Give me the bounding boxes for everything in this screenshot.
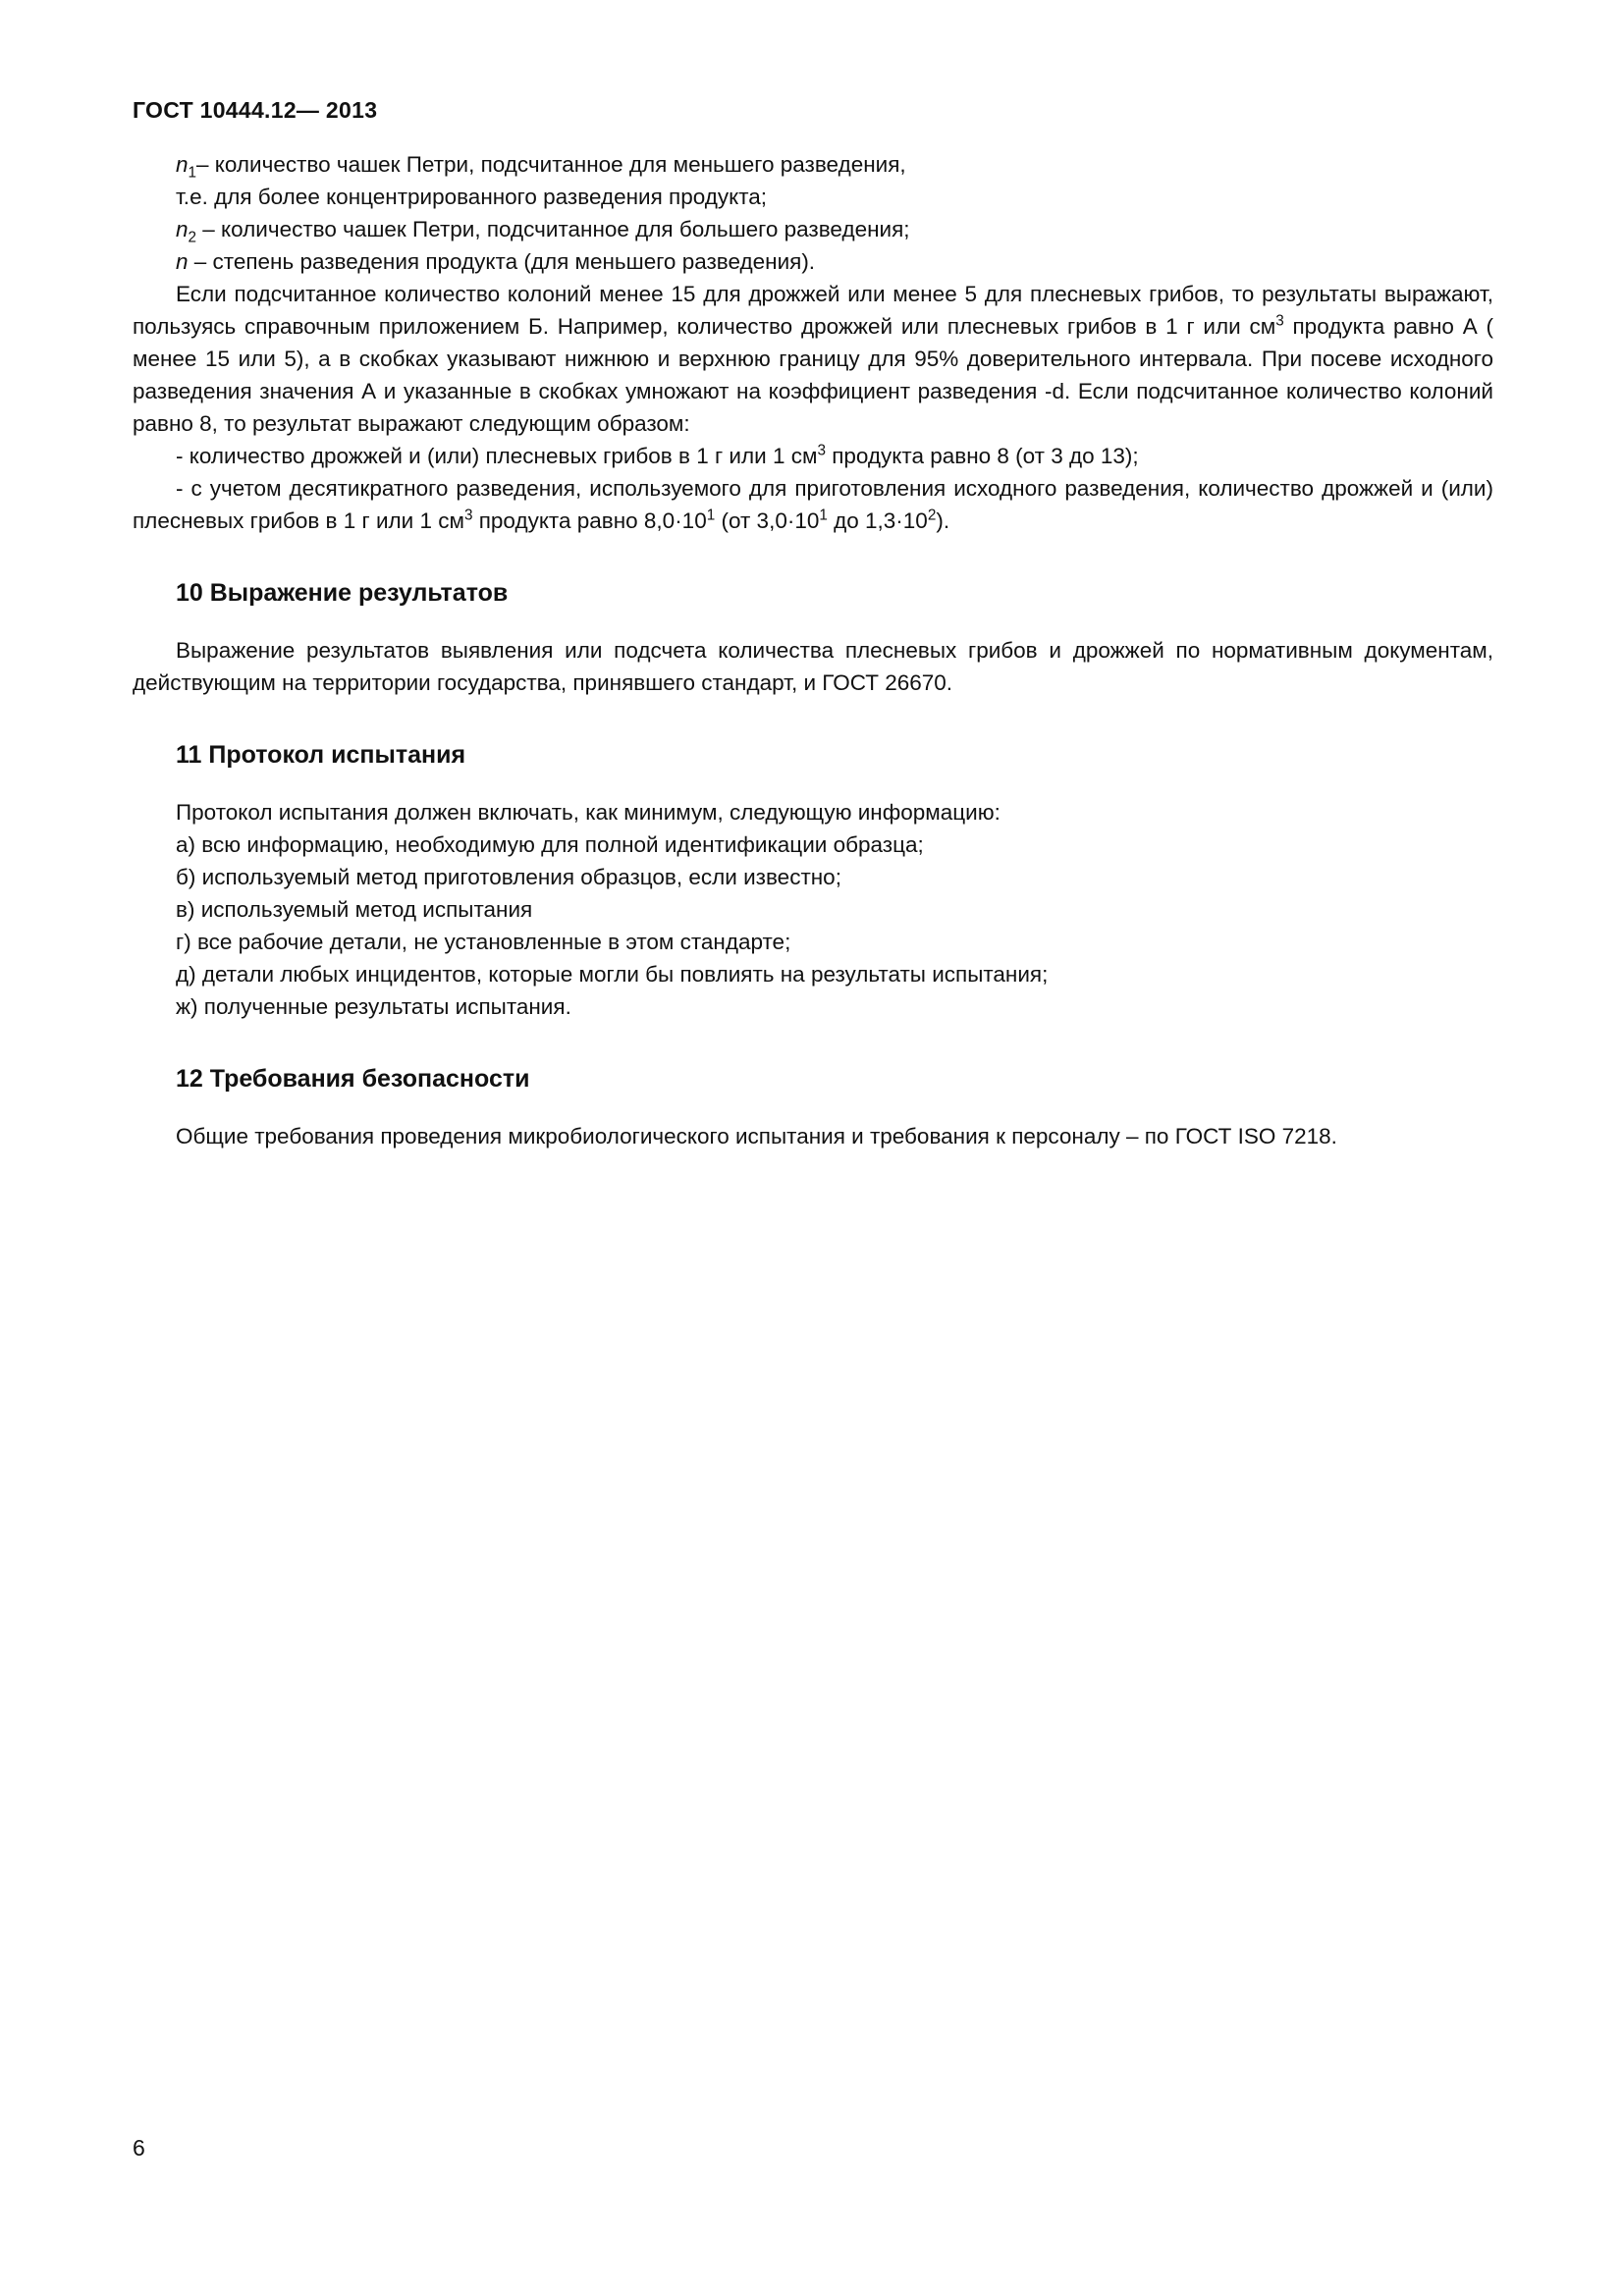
protocol-item-a: а) всю информацию, необходимую для полной идентификации образца;: [176, 832, 924, 857]
definition-n2: [176, 213, 1493, 245]
superscript-1: 1: [706, 507, 716, 524]
paragraph-run: продукта равно А ( менее 15 или 5), а в скобках указывают нижнюю и верхнюю границу для 95% доверительного интервала. При посеве исходного разведения значения А и указанные в скобках умножают на коэффициент разведения -d. Если подсчитанное количество колоний равно 8, то результат выражают следующим образом:: [133, 314, 1493, 436]
paragraph-run: - количество дрожжей и (или) плесневых грибов в 1 г или 1 см: [176, 444, 818, 468]
paragraph-run: продукта равно 8,0·10: [472, 508, 707, 533]
section-heading-12: 12 Требования безопасности: [176, 1065, 530, 1093]
document-header: [133, 94, 1493, 127]
paragraph-run: (от 3,0·10: [715, 508, 820, 533]
bullet-example-2: [133, 472, 1493, 537]
term-n1-subscript: 1: [188, 164, 197, 182]
bullet-example-1: [133, 440, 1493, 472]
protocol-item-d: д) детали любых инцидентов, которые могли бы повлиять на результаты испытания;: [176, 962, 1049, 987]
page-number: 6: [133, 2135, 145, 2161]
paragraph-run: ).: [936, 508, 950, 533]
definition-n1: [176, 148, 1493, 213]
section-heading-10: 10 Выражение результатов: [176, 579, 509, 607]
definitions-block: [176, 148, 1493, 278]
superscript-3: 3: [817, 442, 826, 459]
term-n2-subscript: 2: [188, 229, 197, 246]
protocol-item-zh: ж) полученные результаты испытания.: [176, 994, 571, 1019]
section-12-paragraph: Общие требования проведения микробиологического испытания и требования к персоналу – по ГОСТ ISO 7218.: [176, 1124, 1337, 1148]
superscript-2: 2: [927, 507, 937, 524]
section-11-intro: Протокол испытания должен включать, как минимум, следующую информацию:: [176, 800, 1001, 825]
protocol-item-v: в) используемый метод испытания: [176, 897, 533, 922]
section-heading-11: 11 Протокол испытания: [176, 741, 466, 769]
definition-n1-continuation: т.е. для более концентрированного разведения продукта;: [176, 185, 768, 209]
paragraph-results-explanation: [133, 278, 1493, 440]
protocol-item-g: г) все рабочие детали, не установленные в этом стандарте;: [176, 930, 791, 954]
paragraph-run: - с учетом десятикратного разведения, используемого для приготовления исходного разведения, количество дрожжей и (или) плесневых грибов в 1 г или 1 см: [133, 476, 1493, 533]
standard-number: ГОСТ 10444.12— 2013: [133, 97, 378, 123]
definition-n: [176, 245, 1493, 278]
term-n2: n: [176, 217, 189, 241]
superscript-1: 1: [819, 507, 828, 524]
definition-n2-text: – количество чашек Петри, подсчитанное для большего разведения;: [196, 217, 910, 241]
superscript-3: 3: [463, 507, 473, 524]
paragraph-run: Если подсчитанное количество колоний менее 15 для дрожжей или менее 5 для плесневых грибов, то результаты выражают, пользуясь справочным приложением Б. Например, количество дрожжей или плесневых грибов в 1 г или см: [133, 282, 1493, 339]
section-10-paragraph: Выражение результатов выявления или подсчета количества плесневых грибов и дрожжей по нормативным документам, действующим на территории государства, принявшего стандарт, и ГОСТ 26670.: [133, 638, 1493, 695]
definition-n-text: – степень разведения продукта (для меньшего разведения).: [188, 249, 816, 274]
term-n1: n: [176, 152, 189, 177]
protocol-item-b: б) используемый метод приготовления образцов, если известно;: [176, 865, 841, 889]
definition-n1-line1: [176, 148, 1493, 181]
paragraph-run: до 1,3·10: [827, 508, 928, 533]
superscript-3: 3: [1275, 312, 1284, 330]
term-n: n: [176, 249, 189, 274]
paragraph-run: продукта равно 8 (от 3 до 13);: [825, 444, 1139, 468]
definition-n1-text: – количество чашек Петри, подсчитанное для меньшего разведения,: [196, 152, 906, 177]
